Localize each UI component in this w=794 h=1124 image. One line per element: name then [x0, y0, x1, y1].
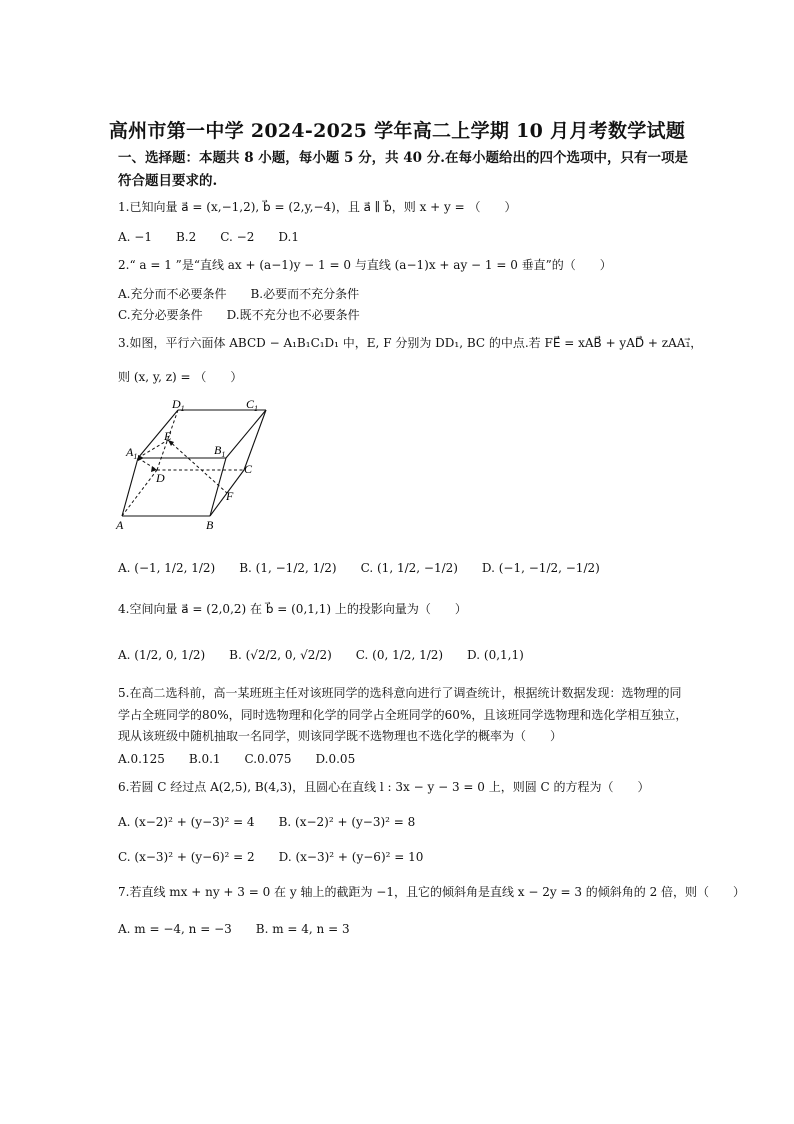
- label-B: B: [206, 518, 214, 532]
- question-5-stem-line2: 学占全班同学的80%，同时选物理和化学的同学占全班同学的60%，且该班同学选物理和选化学相互独立，: [118, 708, 688, 722]
- parallelepiped-diagram: [114, 398, 270, 533]
- section-heading: 一、选择题：本题共 8 小题，每小题 5 分，共 40 分.在每小题给出的四个选项中，只有一项是符合题目要求的.: [118, 150, 688, 189]
- question-6-options-row2: C. (x−3)² + (y−6)² = 2 D. (x−3)² + (y−6)² = 10: [118, 850, 424, 864]
- label-E: E: [164, 429, 172, 443]
- page-title: 高州市第一中学 2024-2025 学年高二上学期 10 月月考数学试题: [108, 120, 686, 142]
- question-3-options: A. (−1, 1/2, 1/2) B. (1, −1/2, 1/2) C. (1, 1/2, −1/2) D. (−1, −1/2, −1/2): [118, 561, 600, 575]
- question-4-options: A. (1/2, 0, 1/2) B. (√2/2, 0, √2/2) C. (0, 1/2, 1/2) D. (0,1,1): [118, 648, 524, 662]
- question-3-stem: 3.如图，平行六面体 ABCD − A₁B₁C₁D₁ 中，E, F 分别为 DD₁, BC 的中点.若 FE⃗ = xAB⃗ + yAD⃗ + zAA₁⃗，: [118, 336, 703, 350]
- question-2-stem: 2.“ a = 1 ”是“直线 ax + (a−1)y − 1 = 0 与直线 (a−1)x + ay − 1 = 0 垂直”的（ ）: [118, 258, 612, 272]
- question-2-options-row1: A.充分而不必要条件 B.必要而不充分条件: [118, 287, 360, 301]
- question-4-stem: 4.空间向量 a⃗ = (2,0,2) 在 b⃗ = (0,1,1) 上的投影向量为（ ）: [118, 602, 467, 616]
- label-A1: $A_1$: [126, 445, 138, 461]
- question-7-options: A. m = −4, n = −3 B. m = 4, n = 3: [118, 922, 350, 936]
- question-7-stem: 7.若直线 mx + ny + 3 = 0 在 y 轴上的截距为 −1，且它的倾斜角是直线 x − 2y = 3 的倾斜角的 2 倍，则（ ）: [118, 885, 746, 899]
- question-5-options: A.0.125 B.0.1 C.0.075 D.0.05: [118, 752, 356, 766]
- label-A: A: [116, 518, 124, 532]
- label-D1: $D_1$: [172, 398, 185, 413]
- question-1-stem: 1.已知向量 a⃗ = (x,−1,2), b⃗ = (2,y,−4)，且 a⃗ ∥ b⃗，则 x + y = （ ）: [118, 200, 517, 214]
- question-2-options-row2: C.充分必要条件 D.既不充分也不必要条件: [118, 308, 360, 322]
- question-3-stem-line2: 则 (x, y, z) = （ ）: [118, 370, 243, 384]
- question-1-options: A. −1 B.2 C. −2 D.1: [118, 230, 299, 244]
- label-D: D: [156, 471, 165, 485]
- question-5-stem-line3: 现从该班级中随机抽取一名同学，则该同学既不选物理也不选化学的概率为（ ）: [118, 729, 563, 743]
- question-5-stem-line1: 5.在高二选科前，高一某班班主任对该班同学的选科意向进行了调查统计，根据统计数据发现：选物理的同: [118, 686, 682, 700]
- label-C: C: [244, 462, 253, 476]
- label-C1: $C_1$: [246, 398, 259, 413]
- question-6-stem: 6.若圆 C 经过点 A(2,5), B(4,3)，且圆心在直线 l : 3x − y − 3 = 0 上，则圆 C 的方程为（ ）: [118, 780, 650, 794]
- parallelepiped-figure: [114, 398, 270, 533]
- question-6-options-row1: A. (x−2)² + (y−3)² = 4 B. (x−2)² + (y−3)² = 8: [118, 815, 416, 829]
- label-F: F: [226, 489, 234, 503]
- label-B1: $B_1$: [214, 443, 226, 459]
